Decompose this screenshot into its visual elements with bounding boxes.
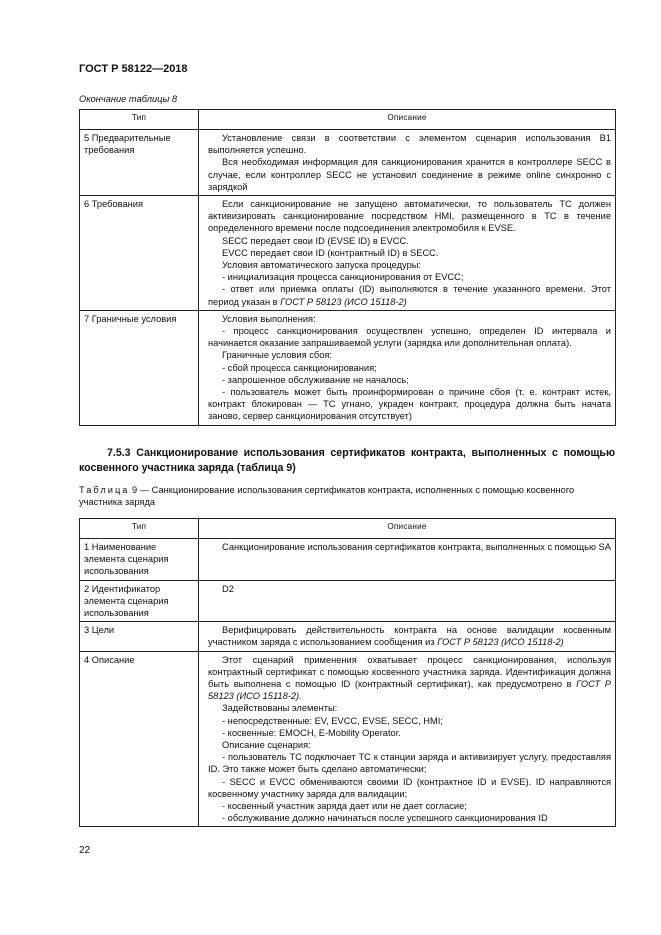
desc-text: Этот сценарий применения охватывает процесс санкционирования, используя контрактный сертификат с помощью косвенного участника заряда. Идентификация должна быть выполнена с помощью ID (контрактный сертификат), как предусмотрено в xyxy=(208,654,611,690)
row-desc xyxy=(199,651,616,827)
desc-text: - ответ или приемка оплаты (ID) выполняются в течение указанного времени. Этот период указан в xyxy=(208,284,611,307)
table9-caption-text: 9 — Санкционирование использования сертификатов контракта, исполненных с помощью косвенного участника заряда xyxy=(79,485,575,508)
desc-paragraph: - инициализация процесса санкционирования от EVCC; xyxy=(222,272,464,283)
desc-text: Верифицировать действительность контракта на основе валидации косвенным участником заряда с использованием сообщения из xyxy=(208,625,611,648)
table-row xyxy=(80,622,616,651)
desc-paragraph: Граничные условия сбоя: xyxy=(222,350,332,361)
table9-col-desc: Описание xyxy=(199,519,616,539)
table9-caption xyxy=(79,484,615,508)
table9-caption-label: Таблица xyxy=(79,485,130,495)
table-row xyxy=(80,651,616,827)
desc-paragraph: SECC передает свои ID (EVSE ID) в EVCC. xyxy=(222,235,409,246)
row-type: 3 Цели xyxy=(80,622,199,651)
table8-header-row xyxy=(80,110,616,130)
table9-col-type: Тип xyxy=(80,519,199,539)
desc-paragraph: - непосредственные: EV, EVCC, EVSE, SECC, HMI; xyxy=(222,715,443,726)
desc-paragraph: Если санкционирование не запущено автоматически, то пользователь ТС должен активизировать санкционирование посредством HMI, размещенного в ТС в течение определенного времени после подсоединения электромобиля к EVSE. xyxy=(208,199,611,234)
desc-paragraph: Вся необходимая информация для санкционирования хранится в контроллере SECC в случае, если контроллер SECC не установил соединение в режиме online синхронно с зарядкой xyxy=(208,157,611,192)
desc-paragraph: Задействованы элементы: xyxy=(222,703,338,714)
row-type: 7 Граничные условия xyxy=(80,310,199,425)
desc-paragraph: Описание сценария: xyxy=(222,740,311,751)
desc-paragraph: - косвенные: EMOCH, E-Mobility Operator. xyxy=(222,727,401,738)
table8-continuation-label: Окончание таблицы 8 xyxy=(79,94,178,104)
desc-paragraph: - обслуживание должно начинаться после успешного санкционирования ID xyxy=(222,813,548,824)
desc-paragraph: - сбой процесса санкционирования; xyxy=(222,362,377,373)
table-row xyxy=(80,310,616,425)
table8-col-desc: Описание xyxy=(199,110,616,130)
row-type: 2 Идентификатор элемента сценария использования xyxy=(80,580,199,622)
table-row xyxy=(80,539,616,581)
page-number: 22 xyxy=(79,845,91,856)
standard-reference: ГОСТ Р 58123 (ИСО 15118-2). xyxy=(208,679,611,702)
desc-paragraph: Условия выполнения: xyxy=(222,313,316,324)
row-desc xyxy=(199,539,616,581)
desc-paragraph: Условия автоматического запуска процедуры: xyxy=(222,260,422,271)
table9-header-row xyxy=(80,519,616,539)
row-type: 4 Описание xyxy=(80,651,199,827)
desc-paragraph: - запрошенное обслуживание не началось; xyxy=(222,374,409,385)
desc-paragraph: Санкционирование использования сертификатов контракта, выполненных с помощью SA xyxy=(222,542,611,552)
table8-col-type: Тип xyxy=(80,110,199,130)
standard-reference: ГОСТ Р 58123 (ИСО 15118-2) xyxy=(437,637,564,648)
table9 xyxy=(79,518,616,827)
section-heading: 7.5.3 Санкционирование использования сертификатов контракта, выполненных с помощью косвенного участника заряда (таблица 9) xyxy=(79,447,615,474)
row-type: 6 Требования xyxy=(80,196,199,311)
table-row xyxy=(80,580,616,622)
desc-paragraph xyxy=(208,624,611,648)
desc-paragraph: - пользователь ТС подключает ТС к станции заряда и активизирует услугу, предоставляя ID. Это также может быть сделано автоматически; xyxy=(208,752,611,775)
standard-id-header: ГОСТ Р 58122—2018 xyxy=(79,63,188,75)
desc-paragraph xyxy=(208,283,611,307)
row-desc xyxy=(199,130,616,196)
desc-paragraph: - косвенный участник заряда дает или не дает согласие; xyxy=(222,801,467,812)
row-desc xyxy=(199,310,616,425)
standard-reference: ГОСТ Р 58123 (ИСО 15118-2) xyxy=(280,296,407,307)
row-type: 5 Предварительные требования xyxy=(80,130,199,196)
table-row xyxy=(80,196,616,311)
desc-paragraph xyxy=(208,654,611,703)
desc-paragraph: D2 xyxy=(222,583,234,594)
row-desc xyxy=(199,622,616,651)
desc-paragraph: - SECC и EVCC обмениваются своими ID (контрактное ID и EVSE). ID направляются косвенному участнику заряда для валидации; xyxy=(208,776,611,799)
row-type: 1 Наименование элемента сценария использования xyxy=(80,539,199,581)
desc-paragraph: Установление связи в соответствии с элементом сценария использования В1 выполняется успешно. xyxy=(208,133,611,156)
desc-paragraph: - процесс санкционирования осуществлен успешно, определен ID интервала и начинается оказание запрашиваемой услуги (зарядка или дополнительная оплата). xyxy=(208,326,611,349)
row-desc xyxy=(199,196,616,311)
table8 xyxy=(79,109,616,426)
desc-paragraph: - пользователь может быть проинформирован о причине сбоя (т. е. контракт истек, контракт блокирован — ТС угнано, украден контракт, процедура должна быть начата заново, сервер санкционирования отсутствует) xyxy=(208,387,611,422)
desc-paragraph: EVCC передает свои ID (контрактный ID) в SECC. xyxy=(222,247,439,258)
table-row xyxy=(80,130,616,196)
row-desc xyxy=(199,580,616,622)
